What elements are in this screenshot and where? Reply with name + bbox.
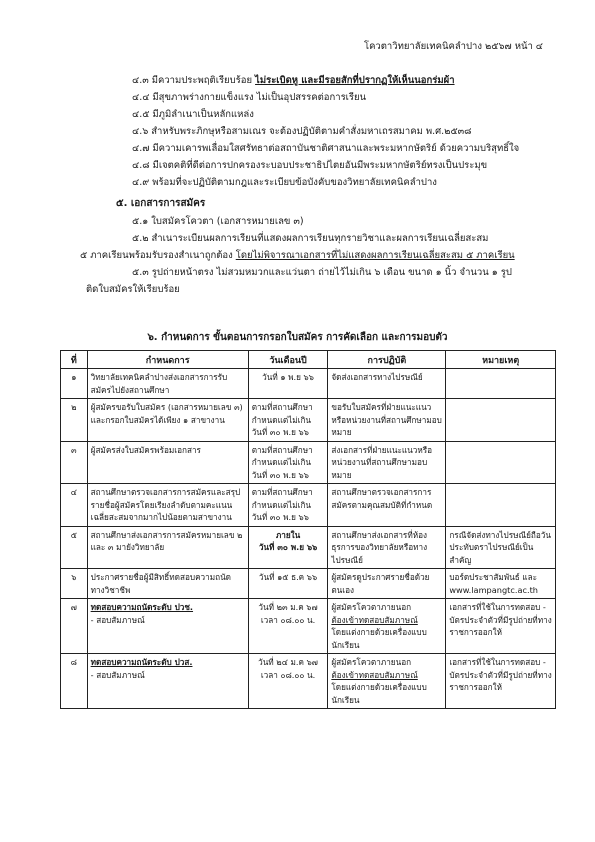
row-task [87, 654, 248, 709]
item-4-6: ๔.๖ สำหรับพระภิกษุหรือสามเณร จะต้องปฏิบัติตามคำสั่งมหาเถรสมาคม พ.ศ.๒๕๓๘ [132, 126, 472, 137]
row-task: ผู้สมัครขอรับใบสมัคร (เอกสารหมายเลข ๓) และกรอกใบสมัครได้เพียง ๑ สาขางาน [87, 399, 248, 442]
row-note [446, 441, 556, 484]
section-6-title: ๖. กำหนดการ ขั้นตอนการกรอกใบสมัคร การคัดเลือก และการมอบตัว [147, 332, 448, 343]
item-5-3: ๕.๓ รูปถ่ายหน้าตรง ไม่สวมหมวกและแว่นตา ถ่ายไว้ไม่เกิน ๖ เดือน ขนาด ๑ นิ้ว จำนวน ๑ รูป [132, 267, 512, 278]
page-header: โควตาวิทยาลัยเทคนิคลำปาง ๒๕๖๗ หน้า ๔ [363, 41, 543, 52]
row-task: ประกาศรายชื่อผู้มีสิทธิ์ทดสอบความถนัดทางวิชาชีพ [87, 569, 248, 599]
row-task-title: ทดสอบความถนัดระดับ ปวช. [90, 602, 194, 612]
row-date-line2: วันที่ ๓๐ พ.ย ๖๖ [251, 512, 309, 522]
item-4-3-emphasis: ไม่ระเบิดหู และมีรอยสักที่ปรากฏให้เห็นนอกร่มผ้า [255, 75, 455, 86]
item-5-2-cont-text: ๕ ภาคเรียนพร้อมรับรองสำเนาถูกต้อง [80, 250, 236, 261]
row-no: ๘ [61, 654, 88, 709]
row-action-line1: ผู้สมัครโควตาภายนอก [331, 657, 412, 667]
row-task-sub: - สอบสัมภาษณ์ [90, 669, 145, 680]
row-action: สถานศึกษาส่งเอกสารที่ห้องธุรการของวิทยาลัยหรือทางไปรษณีย์ [328, 526, 446, 569]
row-no: ๓ [61, 441, 88, 484]
col-date: วันเดือนปี [248, 351, 328, 369]
row-note: เอกสารที่ใช้ในการทดสอบ - บัตรประจำตัวที่มีรูปถ่ายที่ทางราชการออกให้ [446, 599, 556, 654]
table-row [61, 484, 556, 527]
row-note: กรณีจัดส่งทางไปรษณีย์ถือวันประทับตราไปรษณีย์เป็นสำคัญ [446, 526, 556, 569]
row-date [248, 441, 328, 484]
row-action-line3: โดยแต่งกายด้วยเครื่องแบบนักเรียน [331, 627, 427, 650]
table-row [61, 599, 556, 654]
row-note: เอกสารที่ใช้ในการทดสอบ - บัตรประจำตัวที่มีรูปถ่ายที่ทางราชการออกให้ [446, 654, 556, 709]
row-action: สถานศึกษาตรวจเอกสารการสมัครตามคุณสมบัติที่กำหนด [328, 484, 446, 527]
row-action: ขอรับใบสมัครที่ฝ่ายแนะแนวหรือหน่วยงานที่สถานศึกษามอบหมาย [328, 399, 446, 442]
col-action: การปฏิบัติ [328, 351, 446, 369]
item-4-7: ๔.๗ มีความเคารพเลื่อมใสศรัทธาต่อสถาบันชาติศาสนาและพระมหากษัตริย์ ด้วยความบริสุทธิ์ใจ [132, 143, 520, 154]
item-4-8: ๔.๘ มีเจตคติที่ดีต่อการปกครองระบอบประชาธิปไตยอันมีพระมหากษัตริย์ทรงเป็นประมุข [132, 160, 488, 171]
row-date-line2: เวลา ๐๘.๐๐ น. [260, 614, 316, 625]
row-no: ๔ [61, 484, 88, 527]
table-row [61, 526, 556, 569]
row-action [328, 654, 446, 709]
row-no: ๕ [61, 526, 88, 569]
row-date [248, 654, 328, 709]
row-note [446, 484, 556, 527]
row-date-line1: ตามที่สถานศึกษากำหนดแต่ไม่เกิน [251, 487, 313, 510]
row-task: ผู้สมัครส่งใบสมัครพร้อมเอกสาร [87, 441, 248, 484]
row-date-line1: วันที่ ๒๓ ม.ค ๖๗ [258, 602, 318, 612]
col-note: หมายเหตุ [446, 351, 556, 369]
table-row [61, 369, 556, 399]
row-date-line1: ตามที่สถานศึกษากำหนดแต่ไม่เกิน [251, 402, 313, 425]
row-task-sub: - สอบสัมภาษณ์ [90, 614, 145, 625]
item-4-3 [86, 72, 556, 89]
row-date [248, 484, 328, 527]
row-action-line1: ผู้สมัครโควตาภายนอก [331, 602, 412, 612]
qualification-list [80, 72, 556, 298]
row-date-line2: วันที่ ๓๐ พ.ย ๖๖ [251, 469, 309, 480]
row-date [248, 526, 328, 569]
row-task: วิทยาลัยเทคนิคลำปางส่งเอกสารการรับสมัครไปยังสถานศึกษา [87, 369, 248, 399]
table-row [61, 654, 556, 709]
row-note [446, 369, 556, 399]
row-action [328, 599, 446, 654]
row-note: บอร์ดประชาสัมพันธ์ และ www.lampangtc.ac.th [446, 569, 556, 599]
row-no: ๑ [61, 369, 88, 399]
schedule-table [60, 350, 556, 709]
item-5-2-cont [80, 247, 556, 264]
row-action: จัดส่งเอกสารทางไปรษณีย์ [328, 369, 446, 399]
row-date-line2: เวลา ๐๘.๐๐ น. [260, 669, 316, 680]
row-task [87, 599, 248, 654]
row-no: ๒ [61, 399, 88, 442]
item-4-3-text: ๔.๓ มีความประพฤติเรียบร้อย [132, 75, 256, 86]
table-header-row [61, 351, 556, 369]
row-action-line2: ต้องเข้าทดสอบสัมภาษณ์ [331, 669, 418, 680]
row-no: ๖ [61, 569, 88, 599]
col-task: กำหนดการ [87, 351, 248, 369]
row-action-line2: ต้องเข้าทดสอบสัมภาษณ์ [331, 614, 418, 625]
row-action: ส่งเอกสารที่ฝ่ายแนะแนวหรือหน่วยงานที่สถานศึกษามอบหมาย [328, 441, 446, 484]
item-4-5: ๔.๕ มีภูมิลำเนาเป็นหลักแหล่ง [132, 109, 254, 120]
row-action: ผู้สมัครดูประกาศรายชื่อด้วยตนเอง [328, 569, 446, 599]
table-row [61, 441, 556, 484]
section-5-title: ๕. เอกสารการสมัคร [116, 198, 206, 209]
table-row [61, 399, 556, 442]
table-row [61, 569, 556, 599]
row-date [248, 399, 328, 442]
item-4-4: ๔.๔ มีสุขภาพร่างกายแข็งแรง ไม่เป็นอุปสรรคต่อการเรียน [132, 92, 367, 103]
row-date [248, 599, 328, 654]
row-task: สถานศึกษาส่งเอกสารการสมัครหมายเลข ๒ และ ๓ มายังวิทยาลัย [87, 526, 248, 569]
row-date-line2: วันที่ ๓๐ พ.ย ๖๖ [251, 427, 309, 437]
item-5-1: ๕.๑ ใบสมัครโควตา (เอกสารหมายเลข ๓) [132, 216, 304, 227]
row-action-line3: โดยแต่งกายด้วยเครื่องแบบนักเรียน [331, 682, 427, 705]
item-5-2-emphasis: โดยไม่พิจารณาเอกสารที่ไม่แสดงผลการเรียนเฉลี่ยสะสม ๕ ภาคเรียน [235, 250, 515, 261]
row-date-line1: ภายใน [275, 529, 301, 540]
item-4-9: ๔.๙ พร้อมที่จะปฏิบัติตามกฎและระเบียบข้อบังคับของวิทยาลัยเทคนิคลำปาง [132, 177, 437, 188]
item-5-2: ๕.๒ สำเนาระเบียนผลการเรียนที่แสดงผลการเรียนทุกรายวิชาและผลการเรียนเฉลี่ยสะสม [132, 233, 489, 244]
row-note [446, 399, 556, 442]
row-date-line1: ตามที่สถานศึกษากำหนดแต่ไม่เกิน [251, 444, 313, 467]
row-task: สถานศึกษาตรวจเอกสารการสมัครและสรุปรายชื่อผู้สมัครโดยเรียงลำดับตามคะแนนเฉลี่ยสะสมจากมากไปน้อยตามสาขางาน [87, 484, 248, 527]
row-task-title: ทดสอบความถนัดระดับ ปวส. [90, 657, 193, 667]
row-date-line2: วันที่ ๓๐ พ.ย ๖๖ [258, 542, 318, 552]
row-date: วันที่ ๑ พ.ย ๖๖ [248, 369, 328, 399]
item-5-3-cont: ติดใบสมัครให้เรียบร้อย [86, 284, 180, 295]
row-no: ๗ [61, 599, 88, 654]
col-no: ที่ [61, 351, 88, 369]
row-date: วันที่ ๑๕ ธ.ค ๖๖ [248, 569, 328, 599]
row-date-line1: วันที่ ๒๔ ม.ค ๖๗ [258, 657, 318, 667]
